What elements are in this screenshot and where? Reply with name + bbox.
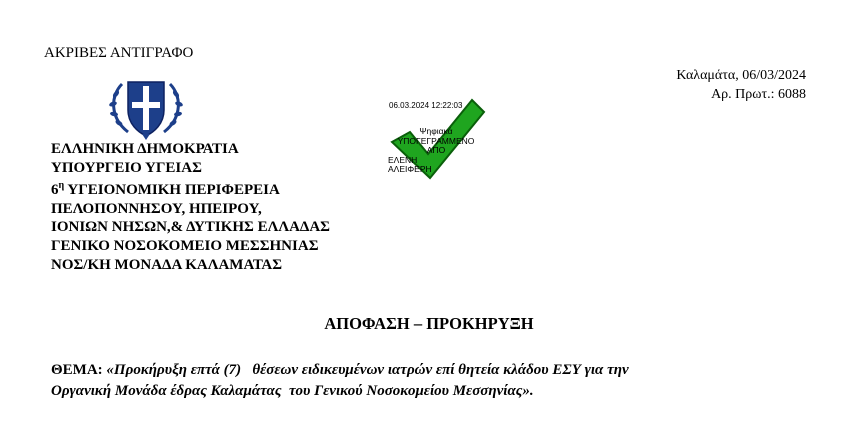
authority-line: ΠΕΛΟΠΟΝΝΗΣΟΥ, ΗΠΕΙΡΟΥ, [51, 200, 262, 217]
decision-title: ΑΠΟΦΑΣΗ – ΠΡΟΚΗΡΥΞΗ [324, 314, 534, 333]
authority-line: ΥΠΟΥΡΓΕΙΟ ΥΓΕΙΑΣ [51, 159, 202, 176]
greek-coat-of-arms-icon [104, 72, 188, 142]
signature-line: ΑΛΕΙΦΕΡΗ [388, 164, 432, 175]
signature-timestamp: 06.03.2024 12:22:03 [389, 101, 463, 110]
subject-block [51, 360, 629, 402]
date-protocol-block [676, 66, 806, 104]
subject-text-line2: Οργανική Μονάδα έδρας Καλαμάτας του Γενικού Νοσοκομείου Μεσσηνίας». [51, 383, 534, 399]
protocol-number: Αρ. Πρωτ.: 6088 [711, 87, 806, 102]
authority-line: ΓΕΝΙΚΟ ΝΟΣΟΚΟΜΕΙΟ ΜΕΣΣΗΝΙΑΣ [51, 237, 319, 254]
signature-line: ΕΛΕΝΗ [388, 154, 418, 165]
signature-line: ΥΠΟΓΕΓΡΑΜΜΕΝΟ [397, 135, 475, 146]
signature-line: ΑΠΟ [426, 145, 446, 156]
authority-line: ΝΟΣ/ΚΗ ΜΟΝΑΔΑ ΚΑΛΑΜΑΤΑΣ [51, 256, 283, 273]
authority-line: $6^\eta$ ΥΓΕΙΟΝΟΜΙΚΗ ΠΕΡΙΦΕΡΕΙΑ [51, 180, 280, 199]
signature-line: Ψηφιακά [419, 126, 453, 136]
authority-line: ΙΟΝΙΩΝ ΝΗΣΩΝ,& ΔΥΤΙΚΗΣ ΕΛΛΑΔΑΣ [51, 219, 330, 236]
exact-copy-label: ΑΚΡΙΒΕΣ ΑΝΤΙΓΡΑΦΟ [44, 45, 194, 61]
subject-label: ΘΕΜΑ: [51, 362, 103, 378]
subject-text-line1: «Προκήρυξη επτά (7) θέσεων ειδικευμένων ιατρών επί θητεία κλάδου ΕΣΥ για την [106, 362, 629, 378]
authority-line: ΕΛΛΗΝΙΚΗ ΔΗΜΟΚΡΑΤΙΑ [51, 141, 239, 157]
signature-text [386, 127, 486, 175]
issuing-authority [51, 140, 330, 274]
place-date: Καλαμάτα, 06/03/2024 [676, 68, 806, 83]
